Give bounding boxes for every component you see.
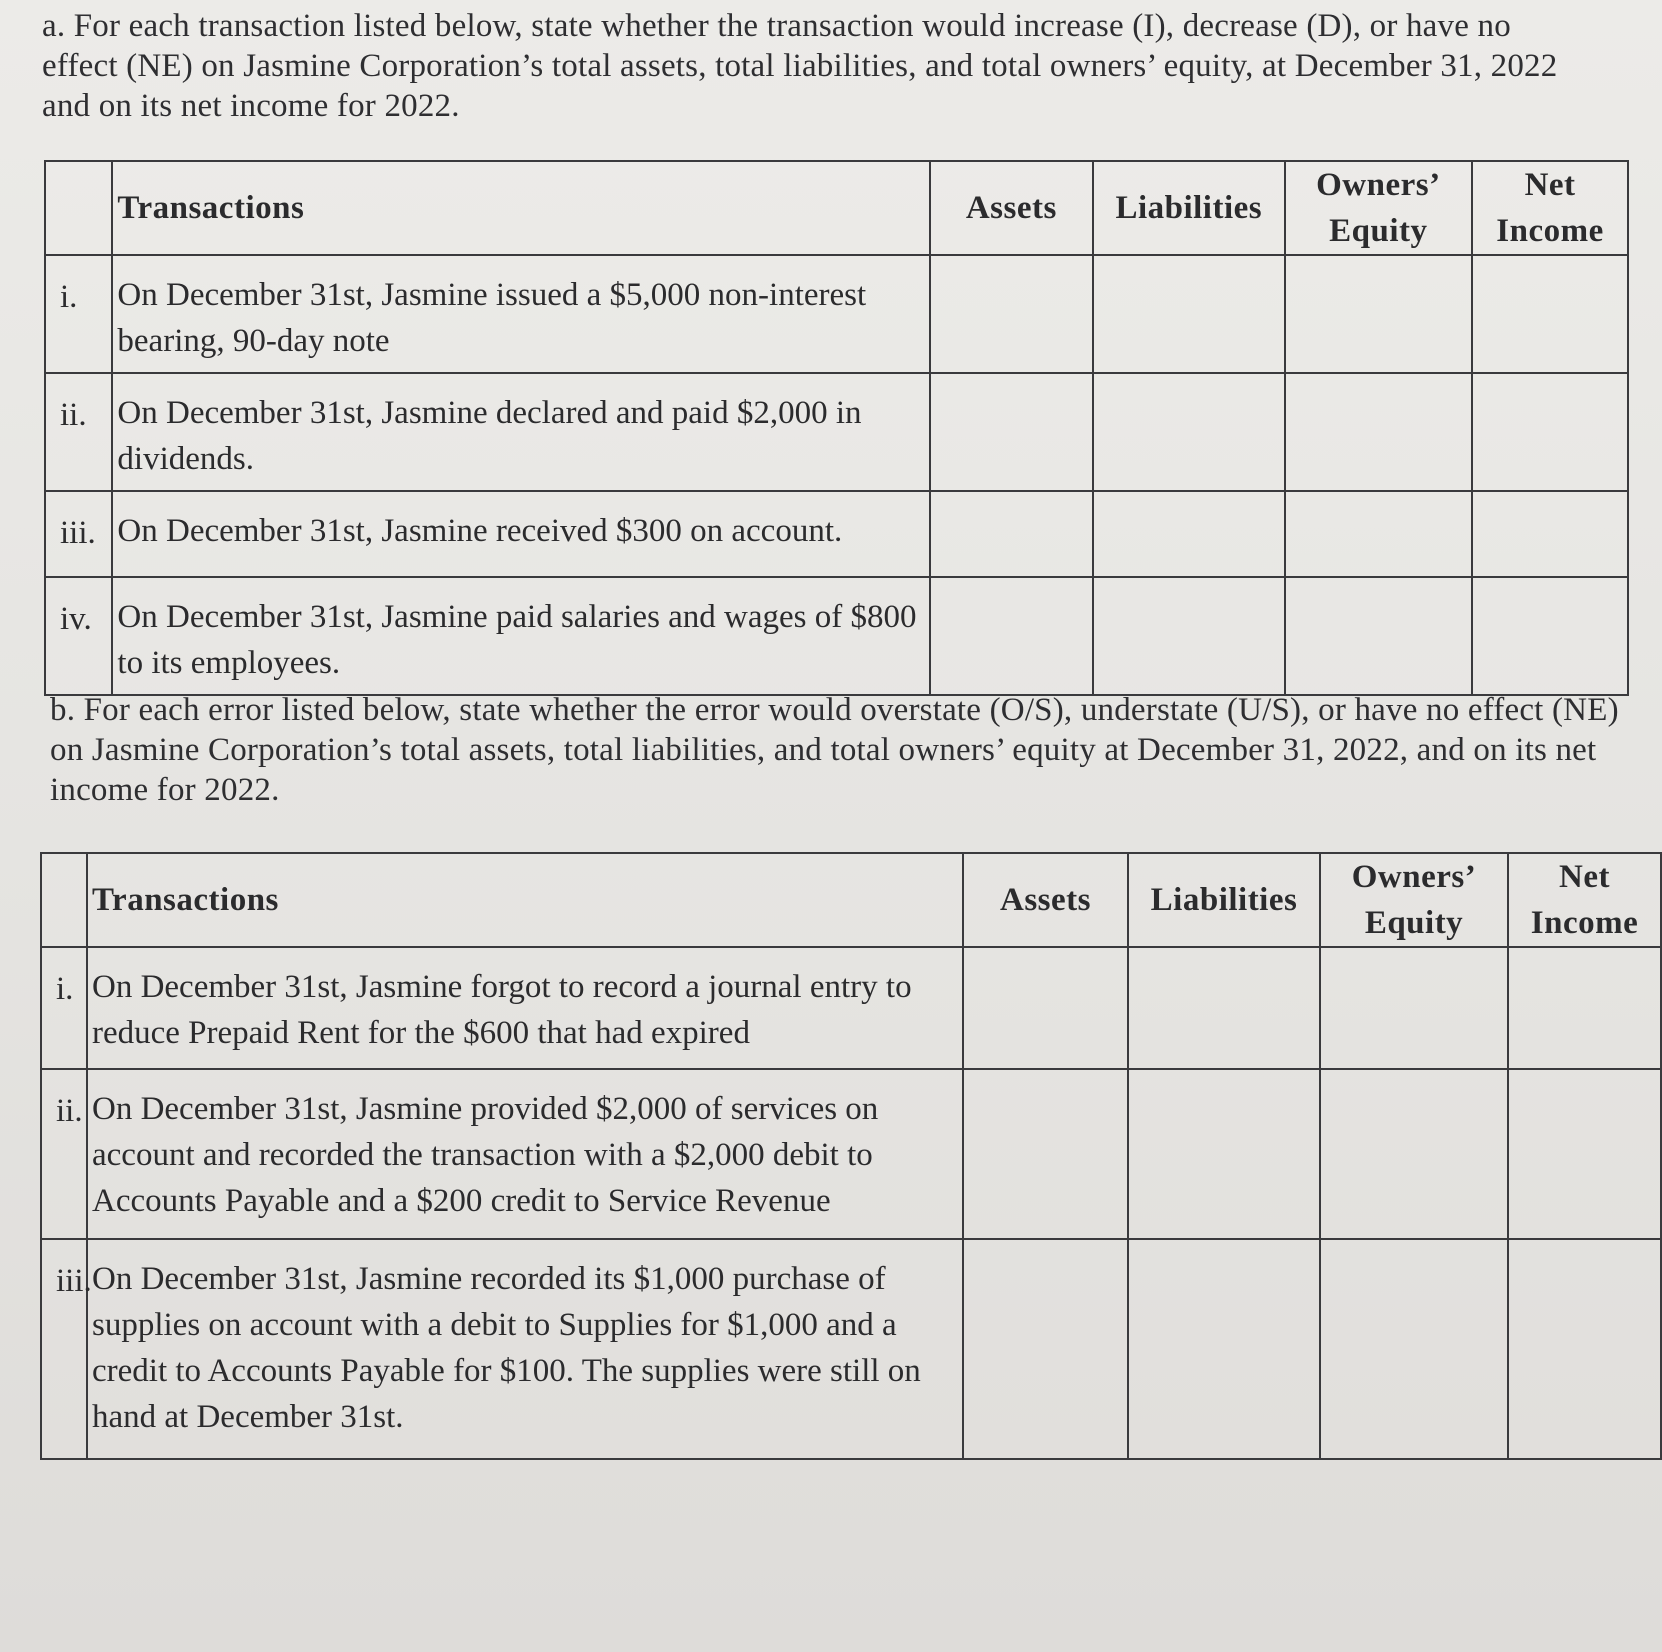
part-a-number-header	[45, 161, 112, 255]
part-b-transactions-header: Transactions	[87, 853, 963, 947]
liabilities-answer-cell[interactable]	[1128, 1069, 1320, 1239]
owners-equity-answer-cell[interactable]	[1285, 577, 1472, 695]
assets-answer-cell[interactable]	[930, 373, 1093, 491]
row-number: iv.	[45, 577, 112, 695]
part-a-table	[44, 160, 1629, 696]
liabilities-answer-cell[interactable]	[1128, 947, 1320, 1069]
liabilities-answer-cell[interactable]	[1093, 373, 1285, 491]
part-b-prompt: b. For each error listed below, state whether the error would overstate (O/S), understate (U/S), or have no effect (NE) on Jasmine Corporation’s total assets, total liabilities, and total owners’ equity at December 31, 2022, and on its net income for 2022.	[50, 692, 1619, 808]
transaction-text: On December 31st, Jasmine issued a $5,000 non-interest bearing, 90-day note	[112, 255, 929, 373]
owners-equity-answer-cell[interactable]	[1285, 491, 1472, 577]
part-a-prompt: a. For each transaction listed below, state whether the transaction would increase (I), decrease (D), or have no effect (NE) on Jasmine Corporation’s total assets, total liabilities, and total owners’ equity, at December 31, 2022 and on its net income for 2022.	[42, 8, 1558, 124]
net-income-answer-cell[interactable]	[1472, 491, 1628, 577]
part-a-assets-header: Assets	[930, 161, 1093, 255]
row-number: i.	[41, 947, 87, 1069]
assets-answer-cell[interactable]	[963, 947, 1128, 1069]
part-a-owners-equity-header: Owners’ Equity	[1285, 161, 1472, 255]
net-income-answer-cell[interactable]	[1472, 373, 1628, 491]
assets-answer-cell[interactable]	[930, 577, 1093, 695]
row-number: ii.	[45, 373, 112, 491]
error-text: On December 31st, Jasmine forgot to record a journal entry to reduce Prepaid Rent for the $600 that had expired	[87, 947, 963, 1069]
part-a-net-income-header: Net Income	[1472, 161, 1628, 255]
net-income-answer-cell[interactable]	[1508, 947, 1661, 1069]
table-row	[41, 1239, 1661, 1459]
table-row	[41, 947, 1661, 1069]
liabilities-answer-cell[interactable]	[1093, 577, 1285, 695]
owners-equity-answer-cell[interactable]	[1285, 255, 1472, 373]
part-b-header-row	[41, 853, 1661, 947]
row-number: iii.	[41, 1239, 87, 1459]
liabilities-answer-cell[interactable]	[1093, 491, 1285, 577]
error-text: On December 31st, Jasmine provided $2,000 of services on account and recorded the transaction with a $2,000 debit to Accounts Payable and a $200 credit to Service Revenue	[87, 1069, 963, 1239]
part-a-header-row	[45, 161, 1628, 255]
table-row	[41, 1069, 1661, 1239]
table-row	[45, 255, 1628, 373]
table-row	[45, 577, 1628, 695]
part-a-liabilities-header: Liabilities	[1093, 161, 1285, 255]
liabilities-answer-cell[interactable]	[1093, 255, 1285, 373]
transaction-text: On December 31st, Jasmine declared and paid $2,000 in dividends.	[112, 373, 929, 491]
part-b-table	[40, 852, 1662, 1460]
part-b-net-income-header: Net Income	[1508, 853, 1661, 947]
net-income-answer-cell[interactable]	[1508, 1239, 1661, 1459]
assets-answer-cell[interactable]	[930, 255, 1093, 373]
net-income-answer-cell[interactable]	[1508, 1069, 1661, 1239]
owners-equity-answer-cell[interactable]	[1320, 1239, 1508, 1459]
row-number: ii.	[41, 1069, 87, 1239]
table-row	[45, 491, 1628, 577]
owners-equity-answer-cell[interactable]	[1320, 947, 1508, 1069]
part-b-assets-header: Assets	[963, 853, 1128, 947]
part-b-liabilities-header: Liabilities	[1128, 853, 1320, 947]
transaction-text: On December 31st, Jasmine paid salaries and wages of $800 to its employees.	[112, 577, 929, 695]
part-b-number-header	[41, 853, 87, 947]
table-row	[45, 373, 1628, 491]
net-income-answer-cell[interactable]	[1472, 255, 1628, 373]
assets-answer-cell[interactable]	[963, 1239, 1128, 1459]
liabilities-answer-cell[interactable]	[1128, 1239, 1320, 1459]
assets-answer-cell[interactable]	[963, 1069, 1128, 1239]
row-number: i.	[45, 255, 112, 373]
error-text: On December 31st, Jasmine recorded its $1,000 purchase of supplies on account with a debit to Supplies for $1,000 and a credit to Accounts Payable for $100. The supplies were still on hand at December 31st.	[87, 1239, 963, 1459]
transaction-text: On December 31st, Jasmine received $300 on account.	[112, 491, 929, 577]
assets-answer-cell[interactable]	[930, 491, 1093, 577]
row-number: iii.	[45, 491, 112, 577]
part-a-transactions-header: Transactions	[112, 161, 929, 255]
net-income-answer-cell[interactable]	[1472, 577, 1628, 695]
part-b-owners-equity-header: Owners’ Equity	[1320, 853, 1508, 947]
owners-equity-answer-cell[interactable]	[1320, 1069, 1508, 1239]
owners-equity-answer-cell[interactable]	[1285, 373, 1472, 491]
